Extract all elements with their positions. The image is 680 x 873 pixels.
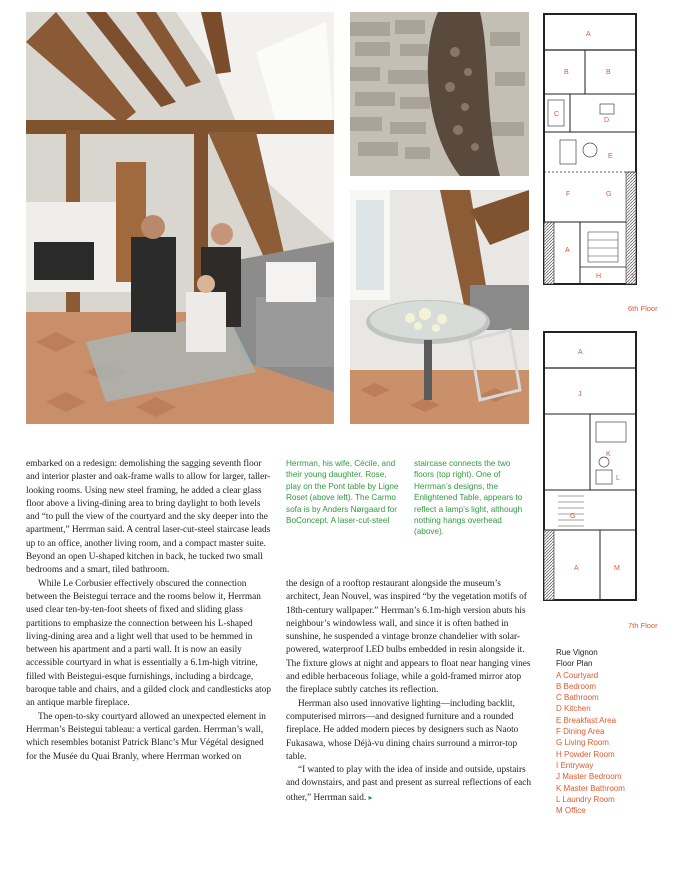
room-letter: G: [606, 191, 612, 198]
room-letter: E: [608, 153, 613, 160]
photo-caption: staircase connects the two floors (top right). One of Herrman’s designs, the Enlightened Table, appears to reflect a lamp’s light, although nothing hangs overhead (above).: [414, 459, 523, 537]
room-letter: A: [578, 349, 583, 356]
room-letter: D: [604, 117, 610, 124]
room-letter: J: [578, 391, 582, 398]
legend-item: K Master Bathroom: [556, 783, 625, 793]
legend-item: G Living Room: [556, 738, 609, 748]
room-letter: A: [565, 247, 570, 254]
room-letter: B: [606, 69, 611, 76]
article-paragraph: the design of a rooftop restaurant alongside the museum’s architect, Jean Nouvel, was inspired “by the vegetation motifs of 18th-century wallpaper.” Herrman’s 6.1m-high version abuts his neighbour’s windowless wall, and since it is often bathed in sunshine, he suspended a vintage bronze chandelier with solar-powered, waterproof LED bulbs embedded in resin alongside it. The fixture glows at night and appears to float near hanging vines and edible herbaceous foliage, while a gold-framed mirror atop the fireplace subtly catches its reflection.: [286, 579, 531, 696]
room-letter: G: [570, 513, 576, 520]
legend-item: L Laundry Room: [556, 794, 615, 804]
article-paragraph: The open-to-sky courtyard allowed an unexpected element in Herrman’s Beistegui tableau: a vertical garden. Herrman’s wall, which resembles botanist Patrick Blanc’s Mur Végétal designed for the Musée du Quai Branly, where Herrman worked on: [26, 711, 266, 762]
legend-item: C Bathroom: [556, 693, 599, 703]
staircase-detail-photo: [350, 12, 529, 176]
legend-item: E Breakfast Area: [556, 715, 617, 725]
floor-7-label: 7th Floor: [628, 621, 658, 630]
room-letter: C: [554, 111, 560, 118]
room-letter: I: [632, 273, 634, 280]
legend-item: B Bedroom: [556, 681, 597, 691]
legend-item: A Courtyard: [556, 670, 599, 680]
legend-item: D Kitchen: [556, 704, 591, 714]
floor-6-label: 6th Floor: [628, 304, 658, 313]
room-letter: K: [606, 451, 611, 458]
room-letter: B: [564, 69, 569, 76]
living-room-photo: [26, 12, 334, 424]
room-letter: H: [596, 273, 602, 280]
legend-item: F Dining Area: [556, 727, 605, 737]
legend-title: Rue Vignon: [556, 648, 598, 657]
legend-item: I Entryway: [556, 760, 594, 770]
room-letter: L: [616, 475, 620, 482]
end-of-article-icon: ▸: [368, 792, 373, 802]
legend-item: H Powder Room: [556, 749, 615, 759]
sixth-floor-plan: [540, 12, 650, 294]
room-letter: A: [574, 565, 579, 572]
article-paragraph: embarked on a redesign: demolishing the sagging seventh floor and interior plaster and oak-frame walls to allow for larger, taller-looking rooms. Using new steel framing, he added a clear glass floor above a living-dining area to bring daylight to both levels and “to pull the view of the courtyard and the sky deeper into the apartment,” Herrman said. A central laser-cut-steel staircase leads up to an office, another living room, and a compact master suite. Beyond an open U-shaped kitchen in back, he tucked two small bedrooms and a smart, tiled bathroom.: [26, 459, 271, 576]
article-paragraph: Herrman also used innovative lighting—including backlit, computerised mirrors—and designed furniture and a rounded fireplace. He added modern pieces by designers such as Naoto Fukasawa, whose Déjà-vu dining chairs surround a mirror-top table.: [286, 698, 519, 762]
legend-item: M Office: [556, 806, 586, 816]
article-paragraph: “I wanted to play with the idea of inside and outside, upstairs and downstairs, and past and present as surreal reflections of each other,” Herrman said.: [286, 765, 531, 803]
article-paragraph: While Le Corbusier effectively obscured the connection between the Beistegui terrace and the rooms below it, Herrman used clear ten-by-ten-foot sheets of fixed and sliding glass partitions to emphasize the connection between his L-shaped living-dining area and a light well that used to be hemmed in between his apartment and a parti wall. It is now an easily accessible courtyard in what is essentially a 6.1m-high vitrine, filled with Beistegui-esque furnishings, including a birdcage, baroque table and chairs, and a gilded clock and candlesticks atop an antique marble fireplace.: [26, 578, 271, 709]
article-left-column: [26, 458, 276, 764]
room-letter: M: [614, 565, 620, 572]
photo-caption: Herrman, his wife, Cécile, and their young daughter, Rose, play on the Pont table by Ligne Roset (above left). The Carmo sofa is by Anders Nørgaard for BoConcept. A laser-cut-steel: [286, 459, 399, 526]
floor-7-room-letters: [570, 349, 620, 572]
floor-plan-legend: [556, 647, 666, 816]
legend-item: J Master Bedroom: [556, 772, 622, 782]
legend-subtitle: Floor Plan: [556, 659, 593, 669]
seventh-floor-plan: [540, 330, 650, 610]
enlightened-table-photo: [350, 190, 529, 424]
room-letter: A: [586, 31, 591, 38]
room-letter: F: [566, 191, 571, 198]
article-middle-column: [286, 578, 531, 805]
